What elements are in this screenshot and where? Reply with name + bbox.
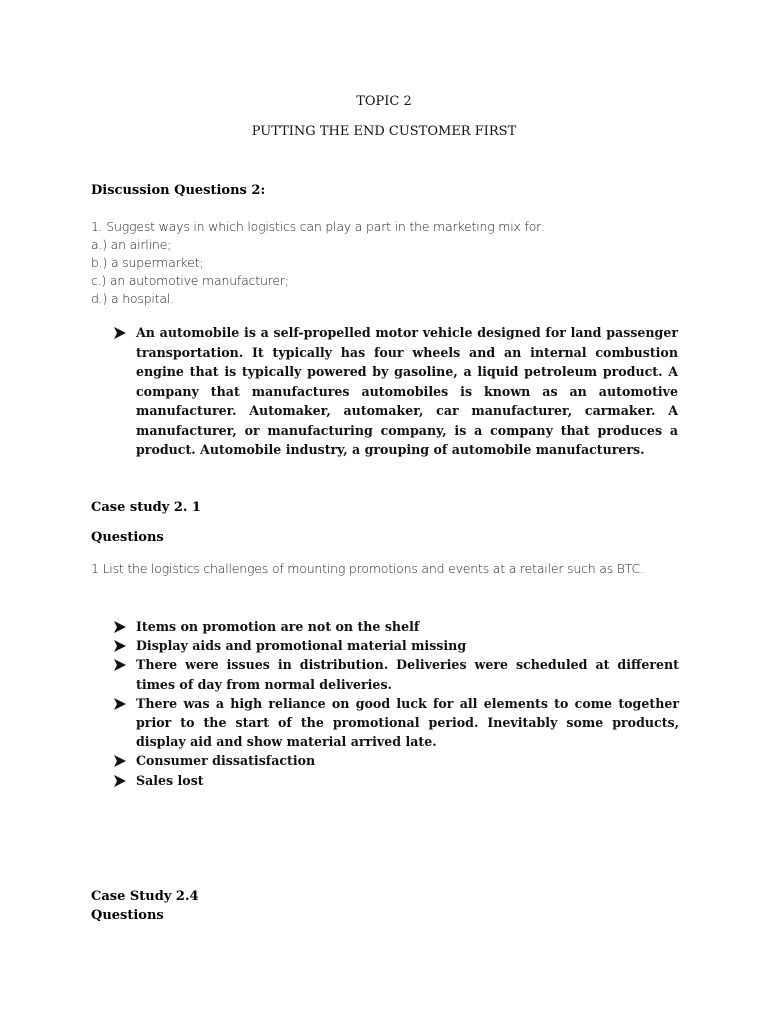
arrowhead-bullet-icon [113, 755, 127, 767]
case-study-2-4-heading: Case Study 2.4 [91, 889, 199, 904]
page-title: PUTTING THE END CUSTOMER FIRST [251, 124, 517, 139]
arrowhead-bullet-icon [113, 640, 127, 652]
list-item-text: There was a high reliance on good luck for all elements to come together prior to the start of the promotional period. Inevitably some products, display aid and show material arrived late. [136, 695, 679, 750]
option-item: c.) an automotive manufacturer; [91, 273, 289, 288]
discussion-question: 1. Suggest ways in which logistics can play a part in the marketing mix for: [91, 219, 545, 234]
arrowhead-bullet-icon [113, 621, 127, 633]
discussion-heading: Discussion Questions 2: [91, 183, 266, 198]
list-item-text: Display aids and promotional material missing [136, 638, 467, 654]
case-study-2-1-answers [113, 617, 679, 790]
arrowhead-bullet-icon [113, 659, 127, 671]
case-study-2-1-question: 1 List the logistics challenges of mounting promotions and events at a retailer such as BTC. [91, 561, 644, 576]
case-study-2-4-subheading: Questions [91, 908, 164, 923]
option-item: a.) an airline; [91, 237, 172, 252]
list-item [113, 694, 679, 752]
case-study-2-1-subheading: Questions [91, 530, 164, 545]
list-item-text: Items on promotion are not on the shelf [136, 619, 420, 634]
list-item-text: Consumer dissatisfaction [136, 753, 316, 769]
arrowhead-bullet-icon [113, 698, 127, 710]
topic-number: TOPIC 2 [356, 94, 412, 109]
list-item [113, 771, 679, 790]
list-item-text: There were issues in distribution. Deliveries were scheduled at different times of day from normal deliveries. [136, 657, 679, 692]
list-item [113, 617, 679, 636]
list-item [113, 655, 679, 693]
arrowhead-bullet-icon [113, 327, 127, 339]
option-item: b.) a supermarket; [91, 255, 204, 270]
list-item [113, 751, 679, 770]
list-item [113, 636, 679, 655]
list-item-text: Sales lost [136, 772, 204, 788]
discussion-answer: An automobile is a self-propelled motor vehicle designed for land passenger transportation. It typically has four wheels and an internal combustion engine that is typically powered by gasoline, a liquid petroleum product. A company that manufactures automobiles is known as an automotive manufacturer. Automaker, automaker, car manufacturer, carmaker. A manufacturer, or manufacturing company, is a company that produces a product. Automobile industry, a grouping of automobile manufacturers. [136, 325, 678, 457]
option-item: d.) a hospital. [91, 291, 174, 306]
arrowhead-bullet-icon [113, 775, 127, 787]
case-study-2-1-heading: Case study 2. 1 [91, 500, 201, 515]
